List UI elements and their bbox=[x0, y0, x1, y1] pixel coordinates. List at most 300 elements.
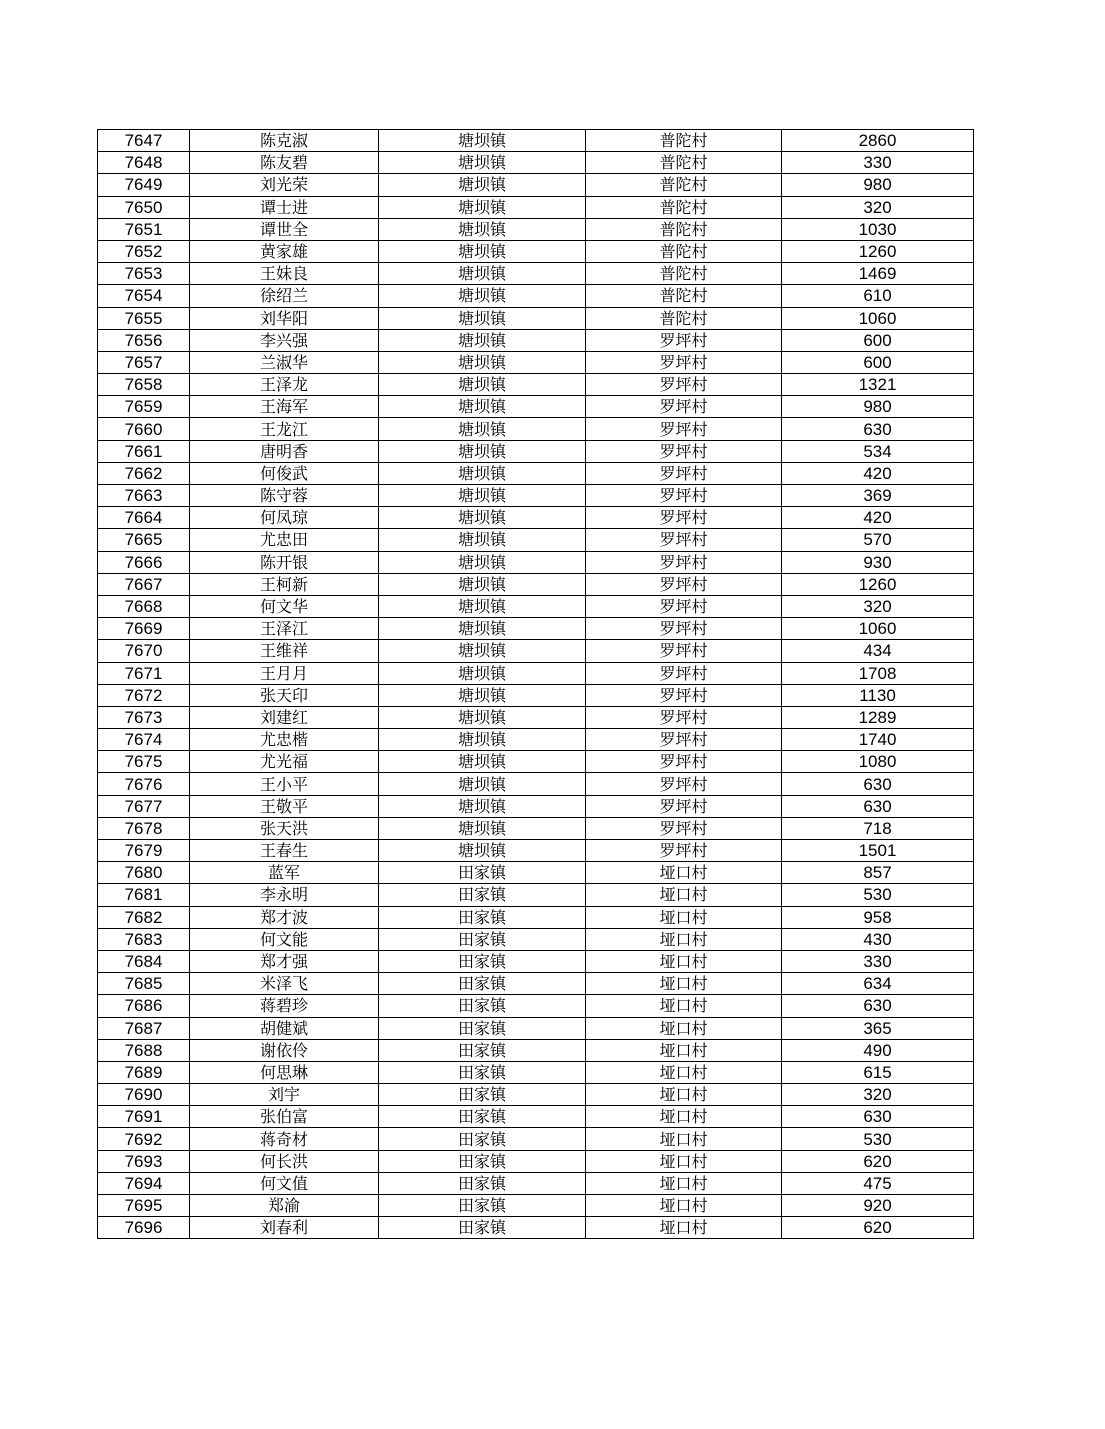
village-cell: 普陀村 bbox=[586, 152, 782, 174]
town-cell: 塘坝镇 bbox=[379, 218, 586, 240]
row-id-cell: 7672 bbox=[98, 684, 190, 706]
table-row bbox=[98, 573, 974, 595]
amount-cell: 857 bbox=[782, 862, 974, 884]
amount-cell: 980 bbox=[782, 174, 974, 196]
village-cell: 垭口村 bbox=[586, 1039, 782, 1061]
village-cell: 罗坪村 bbox=[586, 507, 782, 529]
table-row bbox=[98, 462, 974, 484]
row-id-cell: 7651 bbox=[98, 218, 190, 240]
table-row bbox=[98, 507, 974, 529]
town-cell: 田家镇 bbox=[379, 1061, 586, 1083]
table-row bbox=[98, 1039, 974, 1061]
amount-cell: 570 bbox=[782, 529, 974, 551]
village-cell: 垭口村 bbox=[586, 1150, 782, 1172]
town-cell: 田家镇 bbox=[379, 1128, 586, 1150]
row-id-cell: 7686 bbox=[98, 995, 190, 1017]
table-row bbox=[98, 440, 974, 462]
village-cell: 普陀村 bbox=[586, 263, 782, 285]
town-cell: 田家镇 bbox=[379, 1084, 586, 1106]
table-row bbox=[98, 1217, 974, 1239]
town-cell: 塘坝镇 bbox=[379, 396, 586, 418]
table-row bbox=[98, 840, 974, 862]
town-cell: 塘坝镇 bbox=[379, 551, 586, 573]
town-cell: 塘坝镇 bbox=[379, 329, 586, 351]
table-row bbox=[98, 485, 974, 507]
table-row bbox=[98, 174, 974, 196]
town-cell: 塘坝镇 bbox=[379, 573, 586, 595]
row-id-cell: 7690 bbox=[98, 1084, 190, 1106]
village-cell: 普陀村 bbox=[586, 307, 782, 329]
row-id-cell: 7668 bbox=[98, 595, 190, 617]
row-id-cell: 7684 bbox=[98, 950, 190, 972]
village-cell: 垭口村 bbox=[586, 1128, 782, 1150]
village-cell: 普陀村 bbox=[586, 285, 782, 307]
village-cell: 普陀村 bbox=[586, 240, 782, 262]
village-cell: 垭口村 bbox=[586, 1195, 782, 1217]
table-row bbox=[98, 1017, 974, 1039]
town-cell: 塘坝镇 bbox=[379, 174, 586, 196]
name-cell: 刘华阳 bbox=[190, 307, 379, 329]
table-row bbox=[98, 351, 974, 373]
amount-cell: 620 bbox=[782, 1150, 974, 1172]
row-id-cell: 7671 bbox=[98, 662, 190, 684]
row-id-cell: 7663 bbox=[98, 485, 190, 507]
village-cell: 垭口村 bbox=[586, 950, 782, 972]
village-cell: 罗坪村 bbox=[586, 440, 782, 462]
village-cell: 垭口村 bbox=[586, 995, 782, 1017]
name-cell: 王龙江 bbox=[190, 418, 379, 440]
name-cell: 蓝军 bbox=[190, 862, 379, 884]
name-cell: 何文华 bbox=[190, 595, 379, 617]
amount-cell: 980 bbox=[782, 396, 974, 418]
row-id-cell: 7661 bbox=[98, 440, 190, 462]
row-id-cell: 7696 bbox=[98, 1217, 190, 1239]
amount-cell: 600 bbox=[782, 329, 974, 351]
table-row bbox=[98, 640, 974, 662]
row-id-cell: 7664 bbox=[98, 507, 190, 529]
village-cell: 罗坪村 bbox=[586, 684, 782, 706]
table-row bbox=[98, 995, 974, 1017]
name-cell: 何文值 bbox=[190, 1172, 379, 1194]
name-cell: 王维祥 bbox=[190, 640, 379, 662]
name-cell: 王泽龙 bbox=[190, 374, 379, 396]
name-cell: 黄家雄 bbox=[190, 240, 379, 262]
table-row bbox=[98, 396, 974, 418]
name-cell: 陈开银 bbox=[190, 551, 379, 573]
row-id-cell: 7648 bbox=[98, 152, 190, 174]
town-cell: 塘坝镇 bbox=[379, 263, 586, 285]
table-row bbox=[98, 1150, 974, 1172]
name-cell: 胡健斌 bbox=[190, 1017, 379, 1039]
row-id-cell: 7650 bbox=[98, 196, 190, 218]
row-id-cell: 7665 bbox=[98, 529, 190, 551]
name-cell: 尤忠楷 bbox=[190, 729, 379, 751]
name-cell: 王春生 bbox=[190, 840, 379, 862]
name-cell: 李兴强 bbox=[190, 329, 379, 351]
village-cell: 罗坪村 bbox=[586, 706, 782, 728]
row-id-cell: 7676 bbox=[98, 773, 190, 795]
amount-cell: 365 bbox=[782, 1017, 974, 1039]
name-cell: 谭士进 bbox=[190, 196, 379, 218]
amount-cell: 534 bbox=[782, 440, 974, 462]
amount-cell: 1501 bbox=[782, 840, 974, 862]
row-id-cell: 7678 bbox=[98, 817, 190, 839]
table-row bbox=[98, 152, 974, 174]
village-cell: 垭口村 bbox=[586, 1106, 782, 1128]
town-cell: 田家镇 bbox=[379, 973, 586, 995]
town-cell: 塘坝镇 bbox=[379, 529, 586, 551]
name-cell: 尤忠田 bbox=[190, 529, 379, 551]
amount-cell: 630 bbox=[782, 418, 974, 440]
table-row bbox=[98, 329, 974, 351]
town-cell: 田家镇 bbox=[379, 884, 586, 906]
village-cell: 罗坪村 bbox=[586, 418, 782, 440]
name-cell: 谢依伶 bbox=[190, 1039, 379, 1061]
town-cell: 塘坝镇 bbox=[379, 507, 586, 529]
town-cell: 田家镇 bbox=[379, 950, 586, 972]
table-row bbox=[98, 218, 974, 240]
table-row bbox=[98, 973, 974, 995]
village-cell: 普陀村 bbox=[586, 174, 782, 196]
row-id-cell: 7680 bbox=[98, 862, 190, 884]
village-cell: 垭口村 bbox=[586, 1017, 782, 1039]
amount-cell: 630 bbox=[782, 773, 974, 795]
village-cell: 普陀村 bbox=[586, 218, 782, 240]
row-id-cell: 7694 bbox=[98, 1172, 190, 1194]
table-row bbox=[98, 595, 974, 617]
town-cell: 田家镇 bbox=[379, 1106, 586, 1128]
name-cell: 陈守蓉 bbox=[190, 485, 379, 507]
amount-cell: 930 bbox=[782, 551, 974, 573]
town-cell: 塘坝镇 bbox=[379, 729, 586, 751]
village-cell: 罗坪村 bbox=[586, 396, 782, 418]
name-cell: 徐绍兰 bbox=[190, 285, 379, 307]
amount-cell: 420 bbox=[782, 507, 974, 529]
table-row bbox=[98, 374, 974, 396]
amount-cell: 475 bbox=[782, 1172, 974, 1194]
village-cell: 垭口村 bbox=[586, 928, 782, 950]
row-id-cell: 7654 bbox=[98, 285, 190, 307]
name-cell: 何思琳 bbox=[190, 1061, 379, 1083]
table-body bbox=[98, 130, 974, 1239]
name-cell: 刘宇 bbox=[190, 1084, 379, 1106]
row-id-cell: 7659 bbox=[98, 396, 190, 418]
row-id-cell: 7692 bbox=[98, 1128, 190, 1150]
village-cell: 罗坪村 bbox=[586, 662, 782, 684]
amount-cell: 718 bbox=[782, 817, 974, 839]
village-cell: 罗坪村 bbox=[586, 795, 782, 817]
town-cell: 田家镇 bbox=[379, 1039, 586, 1061]
town-cell: 塘坝镇 bbox=[379, 662, 586, 684]
amount-cell: 630 bbox=[782, 795, 974, 817]
name-cell: 刘建红 bbox=[190, 706, 379, 728]
village-cell: 罗坪村 bbox=[586, 840, 782, 862]
name-cell: 刘春利 bbox=[190, 1217, 379, 1239]
village-cell: 罗坪村 bbox=[586, 817, 782, 839]
amount-cell: 610 bbox=[782, 285, 974, 307]
amount-cell: 1321 bbox=[782, 374, 974, 396]
table-row bbox=[98, 1195, 974, 1217]
table-row bbox=[98, 751, 974, 773]
row-id-cell: 7658 bbox=[98, 374, 190, 396]
town-cell: 塘坝镇 bbox=[379, 130, 586, 152]
name-cell: 何凤琼 bbox=[190, 507, 379, 529]
town-cell: 田家镇 bbox=[379, 1217, 586, 1239]
name-cell: 郑渝 bbox=[190, 1195, 379, 1217]
town-cell: 塘坝镇 bbox=[379, 795, 586, 817]
row-id-cell: 7660 bbox=[98, 418, 190, 440]
table-row bbox=[98, 1106, 974, 1128]
amount-cell: 1289 bbox=[782, 706, 974, 728]
town-cell: 塘坝镇 bbox=[379, 817, 586, 839]
name-cell: 米泽飞 bbox=[190, 973, 379, 995]
table-row bbox=[98, 773, 974, 795]
amount-cell: 369 bbox=[782, 485, 974, 507]
village-cell: 普陀村 bbox=[586, 196, 782, 218]
town-cell: 塘坝镇 bbox=[379, 440, 586, 462]
amount-cell: 1030 bbox=[782, 218, 974, 240]
row-id-cell: 7647 bbox=[98, 130, 190, 152]
amount-cell: 1130 bbox=[782, 684, 974, 706]
name-cell: 李永明 bbox=[190, 884, 379, 906]
table-row bbox=[98, 263, 974, 285]
village-cell: 罗坪村 bbox=[586, 462, 782, 484]
amount-cell: 330 bbox=[782, 152, 974, 174]
town-cell: 田家镇 bbox=[379, 1195, 586, 1217]
row-id-cell: 7691 bbox=[98, 1106, 190, 1128]
village-cell: 罗坪村 bbox=[586, 618, 782, 640]
amount-cell: 620 bbox=[782, 1217, 974, 1239]
row-id-cell: 7662 bbox=[98, 462, 190, 484]
village-cell: 罗坪村 bbox=[586, 529, 782, 551]
row-id-cell: 7695 bbox=[98, 1195, 190, 1217]
village-cell: 垭口村 bbox=[586, 884, 782, 906]
table-row bbox=[98, 1172, 974, 1194]
row-id-cell: 7677 bbox=[98, 795, 190, 817]
town-cell: 塘坝镇 bbox=[379, 618, 586, 640]
amount-cell: 1260 bbox=[782, 573, 974, 595]
village-cell: 罗坪村 bbox=[586, 573, 782, 595]
name-cell: 陈友碧 bbox=[190, 152, 379, 174]
amount-cell: 600 bbox=[782, 351, 974, 373]
table-row bbox=[98, 285, 974, 307]
amount-cell: 1080 bbox=[782, 751, 974, 773]
row-id-cell: 7670 bbox=[98, 640, 190, 662]
table-row bbox=[98, 618, 974, 640]
name-cell: 王敬平 bbox=[190, 795, 379, 817]
town-cell: 塘坝镇 bbox=[379, 751, 586, 773]
table-row bbox=[98, 130, 974, 152]
row-id-cell: 7693 bbox=[98, 1150, 190, 1172]
town-cell: 田家镇 bbox=[379, 1017, 586, 1039]
amount-cell: 630 bbox=[782, 1106, 974, 1128]
name-cell: 刘光荣 bbox=[190, 174, 379, 196]
row-id-cell: 7673 bbox=[98, 706, 190, 728]
table-row bbox=[98, 307, 974, 329]
table-row bbox=[98, 795, 974, 817]
name-cell: 蒋碧珍 bbox=[190, 995, 379, 1017]
name-cell: 何文能 bbox=[190, 928, 379, 950]
amount-cell: 1260 bbox=[782, 240, 974, 262]
village-cell: 罗坪村 bbox=[586, 485, 782, 507]
table-row bbox=[98, 551, 974, 573]
row-id-cell: 7666 bbox=[98, 551, 190, 573]
row-id-cell: 7652 bbox=[98, 240, 190, 262]
amount-cell: 530 bbox=[782, 884, 974, 906]
name-cell: 王月月 bbox=[190, 662, 379, 684]
table-row bbox=[98, 817, 974, 839]
row-id-cell: 7674 bbox=[98, 729, 190, 751]
town-cell: 塘坝镇 bbox=[379, 462, 586, 484]
amount-cell: 920 bbox=[782, 1195, 974, 1217]
village-cell: 罗坪村 bbox=[586, 773, 782, 795]
name-cell: 谭世全 bbox=[190, 218, 379, 240]
table-row bbox=[98, 196, 974, 218]
table-row bbox=[98, 884, 974, 906]
amount-cell: 958 bbox=[782, 906, 974, 928]
name-cell: 尤光福 bbox=[190, 751, 379, 773]
town-cell: 田家镇 bbox=[379, 928, 586, 950]
town-cell: 塘坝镇 bbox=[379, 418, 586, 440]
town-cell: 塘坝镇 bbox=[379, 706, 586, 728]
village-cell: 垭口村 bbox=[586, 906, 782, 928]
amount-cell: 630 bbox=[782, 995, 974, 1017]
town-cell: 塘坝镇 bbox=[379, 152, 586, 174]
village-cell: 垭口村 bbox=[586, 973, 782, 995]
name-cell: 何长洪 bbox=[190, 1150, 379, 1172]
table-row bbox=[98, 729, 974, 751]
town-cell: 塘坝镇 bbox=[379, 773, 586, 795]
row-id-cell: 7649 bbox=[98, 174, 190, 196]
row-id-cell: 7683 bbox=[98, 928, 190, 950]
table-row bbox=[98, 706, 974, 728]
name-cell: 唐明香 bbox=[190, 440, 379, 462]
row-id-cell: 7669 bbox=[98, 618, 190, 640]
town-cell: 田家镇 bbox=[379, 995, 586, 1017]
village-cell: 罗坪村 bbox=[586, 729, 782, 751]
amount-cell: 430 bbox=[782, 928, 974, 950]
row-id-cell: 7685 bbox=[98, 973, 190, 995]
amount-cell: 615 bbox=[782, 1061, 974, 1083]
amount-cell: 634 bbox=[782, 973, 974, 995]
town-cell: 塘坝镇 bbox=[379, 640, 586, 662]
town-cell: 塘坝镇 bbox=[379, 374, 586, 396]
village-cell: 垭口村 bbox=[586, 1061, 782, 1083]
amount-cell: 1740 bbox=[782, 729, 974, 751]
amount-cell: 320 bbox=[782, 595, 974, 617]
name-cell: 何俊武 bbox=[190, 462, 379, 484]
village-cell: 罗坪村 bbox=[586, 374, 782, 396]
table-row bbox=[98, 862, 974, 884]
table-row bbox=[98, 1128, 974, 1150]
amount-cell: 2860 bbox=[782, 130, 974, 152]
table-row bbox=[98, 906, 974, 928]
village-cell: 垭口村 bbox=[586, 862, 782, 884]
village-cell: 罗坪村 bbox=[586, 329, 782, 351]
village-cell: 罗坪村 bbox=[586, 751, 782, 773]
town-cell: 塘坝镇 bbox=[379, 485, 586, 507]
town-cell: 塘坝镇 bbox=[379, 840, 586, 862]
row-id-cell: 7688 bbox=[98, 1039, 190, 1061]
name-cell: 王妹良 bbox=[190, 263, 379, 285]
table-row bbox=[98, 928, 974, 950]
row-id-cell: 7667 bbox=[98, 573, 190, 595]
village-cell: 罗坪村 bbox=[586, 595, 782, 617]
row-id-cell: 7687 bbox=[98, 1017, 190, 1039]
town-cell: 塘坝镇 bbox=[379, 196, 586, 218]
amount-cell: 320 bbox=[782, 196, 974, 218]
amount-cell: 1708 bbox=[782, 662, 974, 684]
amount-cell: 420 bbox=[782, 462, 974, 484]
town-cell: 塘坝镇 bbox=[379, 351, 586, 373]
town-cell: 田家镇 bbox=[379, 1172, 586, 1194]
name-cell: 蒋奇材 bbox=[190, 1128, 379, 1150]
town-cell: 塘坝镇 bbox=[379, 307, 586, 329]
name-cell: 兰淑华 bbox=[190, 351, 379, 373]
row-id-cell: 7682 bbox=[98, 906, 190, 928]
table-row bbox=[98, 662, 974, 684]
name-cell: 郑才强 bbox=[190, 950, 379, 972]
name-cell: 王海军 bbox=[190, 396, 379, 418]
name-cell: 张天印 bbox=[190, 684, 379, 706]
village-cell: 罗坪村 bbox=[586, 351, 782, 373]
table-row bbox=[98, 529, 974, 551]
village-cell: 垭口村 bbox=[586, 1084, 782, 1106]
name-cell: 王小平 bbox=[190, 773, 379, 795]
data-table bbox=[97, 129, 974, 1239]
town-cell: 田家镇 bbox=[379, 1150, 586, 1172]
village-cell: 罗坪村 bbox=[586, 640, 782, 662]
row-id-cell: 7689 bbox=[98, 1061, 190, 1083]
name-cell: 王泽江 bbox=[190, 618, 379, 640]
village-cell: 罗坪村 bbox=[586, 551, 782, 573]
amount-cell: 1060 bbox=[782, 618, 974, 640]
town-cell: 塘坝镇 bbox=[379, 684, 586, 706]
amount-cell: 1469 bbox=[782, 263, 974, 285]
table-row bbox=[98, 240, 974, 262]
amount-cell: 330 bbox=[782, 950, 974, 972]
town-cell: 田家镇 bbox=[379, 906, 586, 928]
table-row bbox=[98, 1084, 974, 1106]
name-cell: 张伯富 bbox=[190, 1106, 379, 1128]
village-cell: 普陀村 bbox=[586, 130, 782, 152]
amount-cell: 434 bbox=[782, 640, 974, 662]
village-cell: 垭口村 bbox=[586, 1172, 782, 1194]
amount-cell: 530 bbox=[782, 1128, 974, 1150]
row-id-cell: 7656 bbox=[98, 329, 190, 351]
town-cell: 塘坝镇 bbox=[379, 595, 586, 617]
row-id-cell: 7653 bbox=[98, 263, 190, 285]
town-cell: 塘坝镇 bbox=[379, 240, 586, 262]
row-id-cell: 7679 bbox=[98, 840, 190, 862]
name-cell: 陈克淑 bbox=[190, 130, 379, 152]
village-cell: 垭口村 bbox=[586, 1217, 782, 1239]
table-row bbox=[98, 684, 974, 706]
name-cell: 王柯新 bbox=[190, 573, 379, 595]
town-cell: 塘坝镇 bbox=[379, 285, 586, 307]
row-id-cell: 7655 bbox=[98, 307, 190, 329]
name-cell: 郑才波 bbox=[190, 906, 379, 928]
row-id-cell: 7681 bbox=[98, 884, 190, 906]
row-id-cell: 7675 bbox=[98, 751, 190, 773]
table-row bbox=[98, 418, 974, 440]
town-cell: 田家镇 bbox=[379, 862, 586, 884]
amount-cell: 1060 bbox=[782, 307, 974, 329]
table-row bbox=[98, 950, 974, 972]
name-cell: 张天洪 bbox=[190, 817, 379, 839]
amount-cell: 490 bbox=[782, 1039, 974, 1061]
row-id-cell: 7657 bbox=[98, 351, 190, 373]
